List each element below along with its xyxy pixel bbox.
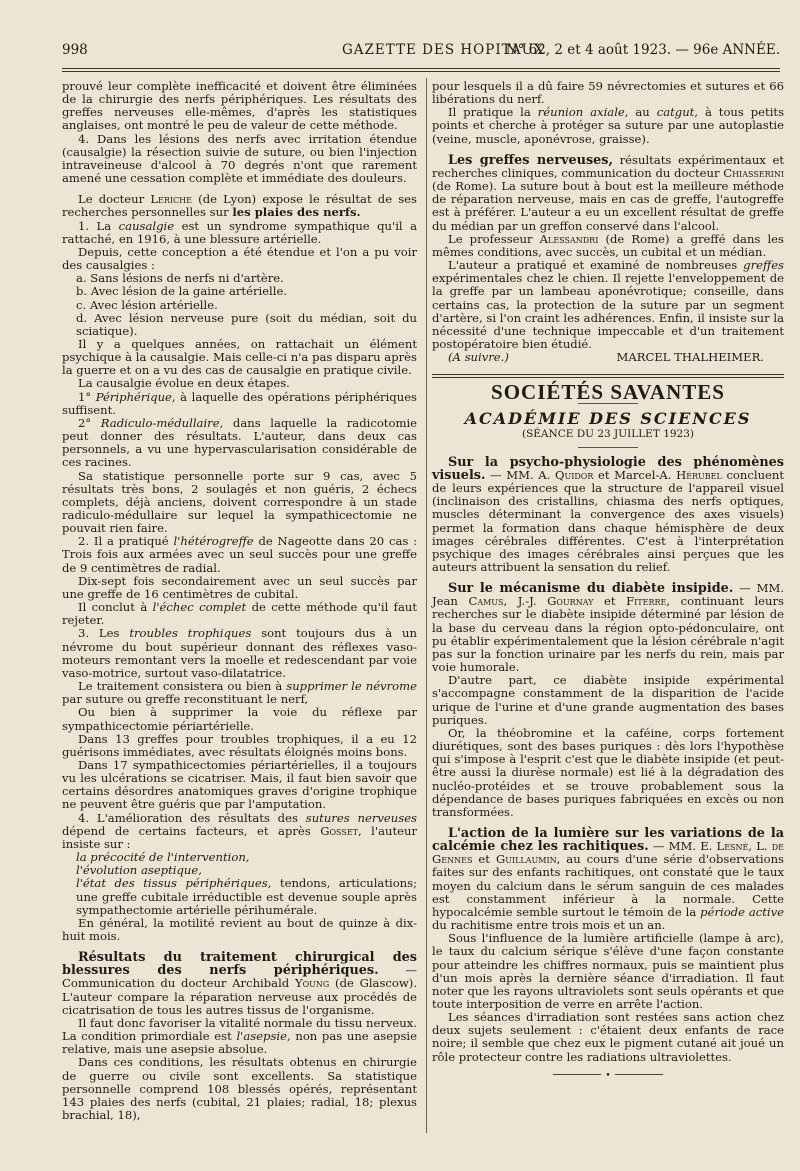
header-rule [62,68,780,69]
session-date: (SÉANCE DU 23 JUILLET 1923) [521,427,695,440]
paragraph: Dans 17 sympathicectomies périartérielles, il a toujours vu les ulcérations se cicatriser. Mais, il faut bien savoir que certains désordres anatomiques graves d'origine trophique ne peuvent être guéris que par l'amputation. [62,757,417,812]
header-rule-thin [62,71,780,72]
author-name: Gournay [547,594,594,609]
paragraph: Le professeur Alessandri (de Rome) a greffé dans les mêmes conditions, avec succès, un cubital et un médian. [432,231,784,259]
paragraph: Dix-sept fois secondairement avec un seul succès par une greffe de 16 centimètres de cubital. [62,573,417,601]
paragraph: Or, la théobromine et la caféine, corps fortement diurétiques, sont des bases puriques : dès lors l'hypothèse qui s'impose à l'esprit c'est que le diabète insipide (et peut-être aussi la diurèse normale) est lié à la dégradation des nucléo-protéides et se trouve probablement sous la dépendance de bases puriques fabriquées en excès ou non transformées. [432,725,784,819]
paragraph: D'autre part, ce diabète insipide expérimental s'accompagne constamment de la disparition de l'acide urique de l'urine et d'une grande augmentation des bases puriques. [432,673,784,727]
paragraph: Le docteur Leriche (de Lyon) expose le résultat de ses recherches personnelles sur les plaies des nerfs. [62,192,417,220]
paragraph: L'auteur a pratiqué et examiné de nombreuses greffes expérimentales chez le chien. Il rejette l'enveloppement de la greffe par un lambeau aponévrotique; conseille, dans certains cas, la protection de la suture par un segment d'artère, si l'on craint les adhérences. Enfin, il insiste sur la nécessité d'une technique impeccable et d'un traitement postopératoire bien étudié. [432,258,785,351]
paragraph: Les séances d'irradiation sont restées sans action chez deux sujets seulement : c'étaient deux enfants de race noire; il semble que chez eux le pigment cutané ait joué un rôle protecteur contre les radiations ultraviolettes. [432,1010,784,1064]
paragraph: Le traitement consistera ou bien à supprimer le névrome par suture ou greffe reconstituant le nerf, [62,679,418,707]
list-item: c. Avec lésion artérielle. [76,297,218,312]
paragraph: Les greffes nerveuses, résultats expérimentaux et recherches cliniques, communication du docteur Chiasserini (de Rome). La suture bout à bout est la meilleure méthode de réparation nerveuse, mais en cas de greffe, l'autogreffe est à préférer. L'auteur a eu un excellent résultat de greffe du médian par un greffon conservé dans l'alcool. [432,152,785,233]
paragraph: Dans ces conditions, les résultats obtenus en chirurgie de guerre ou civile sont excellents. Sa statistique personnelle comprend 108 blessés opérés, représentant 143 plaies des nerfs (cubital, 21 plaies; radial, 18; plexus brachial, 18), [62,1055,417,1123]
section-title: SOCIÉTÉS SAVANTES [491,380,725,405]
list-item: a. Sans lésions de nerfs ni d'artère. [76,271,284,286]
left-column [62,80,417,1122]
list-item: la précocité de l'intervention, [76,850,250,865]
paragraph: Il conclut à l'échec complet de cette méthode qu'il faut rejeter. [62,600,418,628]
paragraph: Résultats du traitement chirurgical des blessures des nerfs périphériques. — Communication du docteur Archibald Young (de Glascow). L'auteur compare la réparation nerveuse aux procédés de cicatrisation de tous les autres tissus de l'organisme. [62,950,418,1017]
journal-title: GAZETTE DES HOPITAUX [342,42,545,58]
paragraph: Sur le mécanisme du diabète insipide. — MM. Jean Camus, J.-J. Gournay et Fiterre, continuant leurs recherches sur le diabète insipide déterminé par lésion de la base du cerveau dans la région opto-pédonculaire, ont pu établir expérimentalement que la lésion cérébrale n'agit pas sur la fonction urinaire par les nerfs du rein, mais par voie humorale. [432,581,785,675]
author-name: Camus [468,594,504,609]
paragraph: 4. L'amélioration des résultats des sutures nerveuses dépend de certains facteurs, et après Gosset, l'auteur insiste sur : [62,810,418,851]
author-name: Chiasserini [723,165,784,180]
paragraph: 1. La causalgie est un syndrome sympathique qu'il a rattaché, en 1916, à une blessure artérielle. [62,218,418,246]
issue-info: N° 62, 2 et 4 août 1923. — 96e ANNÉE. [505,42,780,58]
author-name: Hérubel [676,467,722,482]
author-name: Fiterre [626,594,667,609]
list-item: l'évolution aseptique, [76,863,202,878]
section-rule-thin [432,377,784,378]
author-name: Young [294,976,330,991]
to-be-continued: (A suivre.) [448,350,509,365]
page-number: 998 [62,42,88,58]
running-header [62,38,780,62]
author-name: Alessandri [539,231,599,246]
academy-title: ACADÉMIE DES SCIENCES [464,409,752,429]
paragraph: Il faut donc favoriser la vitalité normale du tissu nerveux. La condition primordiale est l'asepsie, non pas une asepsie relative, mais une asepsie absolue. [62,1015,417,1057]
list-item: b. Avec lésion de la gaine artérielle. [76,284,288,299]
paragraph: Dans 13 greffes pour troubles trophiques, il a eu 12 guérisons immédiates, avec résultats éloignés moins bons. [62,731,417,759]
section-rule [432,374,784,375]
author-name: Quidor [554,467,594,482]
list-item: l'état des tissus périphériques, tendons, articulations; une greffe cubitale irréductible est devenue souple après sympathectomie artérielle périhumérale. [76,876,418,917]
paragraph: Sous l'influence de la lumière artificielle (lampe à arc), le taux du calcium sérique s'élève d'une façon constante pour atteindre les chiffres normaux, puis se maintient plus d'un mois après la dernière séance d'irradiation. Il faut noter que les rayons ultraviolets sont seuls opérants et que toute interposition de verre en arrête l'action. [432,931,784,1011]
column-divider [426,78,427,1133]
author-name: Lesné [716,839,749,854]
article-author: MARCEL THALHEIMER. [616,350,764,365]
author-name: Gosset [320,823,359,838]
paragraph: L'action de la lumière sur les variations de la calcémie chez les rachitiques. — MM. E. Lesné, L. de Gennes et Guillaumin, au cours d'une série d'observations faites sur des enfants rachitiques, ont constaté que le taux moyen du calcium dans le sérum sanguin de ces malades est constamment inférieur à la normale. Cette hypocalcémie semble surtout le témoin de la période active du rachitisme entre trois mois et un an. [432,825,785,933]
paragraph: Il y a quelques années, on rattachait un élément psychique à la causalgie. Mais celle-ci n'a pas disparu après la guerre et on a vu des cas de causalgie en pratique civile. [62,336,417,378]
end-ornament: • [553,1074,663,1090]
paragraph: Sa statistique personnelle porte sur 9 cas, avec 5 résultats très bons, 2 soulagés et non guéris, 2 échecs complets, déjà anciens, doivent correspondre à un stade radiculo-médullaire sur lequel la sympathicectomie ne pouvait rien faire. [62,468,417,536]
list-item: d. Avec lésion nerveuse pure (soit du médian, soit du sciatique). [76,310,417,338]
author-name: Guillaumin [495,852,557,867]
paragraph: Sur la psycho-physiologie des phénomènes visuels. — MM. A. Quidor et Marcel-A. Hérubel concluent de leurs expériences que la structure de l'appareil visuel (inclinaison des cristallins, chiasma des nerfs optiques, muscles déterminant la convergence des axes visuels) permet la formation dans chaque hémisphère de deux images cérébrales différentes. C'est à l'interprétation psychique des images cérébrales ainsi perçues que les auteurs attribuent la sensation du relief. [432,454,785,574]
signature-line [432,351,784,364]
author-name: Leriche [150,192,192,207]
paragraph: Il pratique la réunion axiale, au catgut, à tous petits points et cherche à protéger sa suture par une autoplastie (veine, muscle, aponévrose, graisse). [432,105,785,146]
paragraph: 4. Dans les lésions des nerfs avec irritation étendue (causalgie) la résection suivie de suture, ou bien l'injection intraveineuse d'alcool à 70 degrés n'ont que rarement amené une cessation complète et immédiate des douleurs. [62,131,417,186]
paragraph: prouvé leur complète inefficacité et doivent être éliminées de la chirurgie des nerfs périphériques. Les résultats des greffes nerveuses elle-mêmes, d'après les statistiques anglaises, ont montré le peu de valeur de cette méthode. [62,79,417,133]
paragraph: 2. Il a pratiqué l'hétérogreffe de Nageotte dans 20 cas : Trois fois aux armées avec un seul succès pour une greffe de 9 centimètres de radial. [62,534,418,575]
paragraph: 3. Les troubles trophiques sont toujours dus à un névrome du bout supérieur donnant des réflexes vaso-moteurs remontant vers la moelle et redescendant par voie vaso-motrice, surtout vaso-dilatatrice. [62,626,417,680]
paragraph: 2° Radiculo-médullaire, dans laquelle la radicotomie peut donner des résultats. L'auteur, dans deux cas personnels, a vu une hypervascularisation considérable de ces racines. [62,415,418,470]
paragraph: En général, la motilité revient au bout de quinze à dix-huit mois. [62,915,417,943]
paragraph: Ou bien à supprimer la voie du réflexe par sympathicectomie périartérielle. [62,705,417,733]
divider [578,447,638,448]
author-name: de Gennes [432,839,784,867]
paragraph: Depuis, cette conception a été étendue et l'on a pu voir des causalgies : [62,244,417,273]
paragraph: pour lesquels il a dû faire 59 névrectomies et sutures et 66 libérations du nerf. [432,79,784,107]
paragraph: La causalgie évolue en deux étapes. [78,376,290,391]
right-column [432,80,784,1090]
paragraph: 1° Périphérique, à laquelle des opérations périphériques suffisent. [62,389,418,417]
